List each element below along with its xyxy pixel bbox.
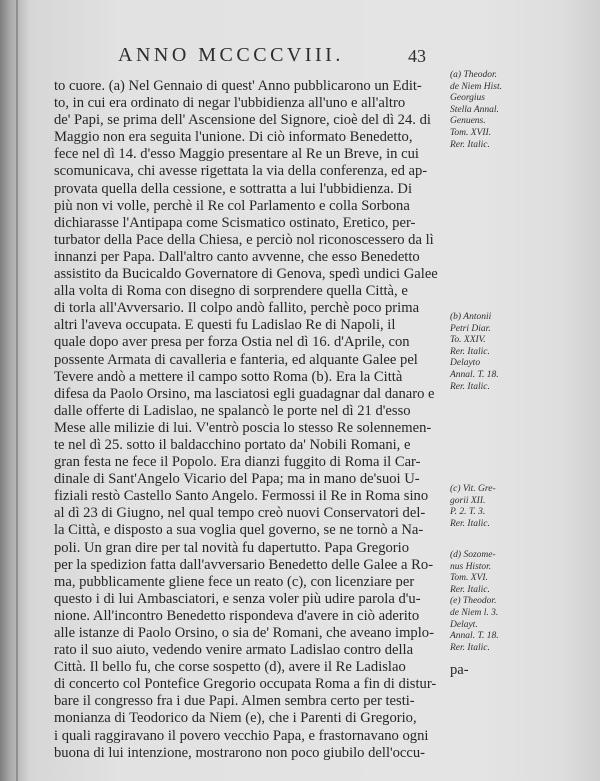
text-line: Maggio non era seguita l'unione. Di ciò informato Benedetto, bbox=[54, 129, 413, 146]
text-line: bare il congresso fra i due Papi. Almen sembra certo per testi- bbox=[54, 693, 415, 710]
catchword: pa- bbox=[450, 662, 469, 678]
text-line: di torla all'Avversario. Il colpo andò fallito, perchè poco prima bbox=[54, 300, 420, 317]
text-line: per la spedizion fatta dall'avversario Benedetto delle Galee a Ro- bbox=[54, 556, 434, 573]
margin-note-line: Georgius bbox=[450, 93, 486, 104]
text-line: te nel dì 25. sotto il baldacchino portato da' Nobili Romani, e bbox=[54, 436, 411, 453]
margin-note-line: de Niem Hist. bbox=[450, 81, 502, 92]
text-line: rato il suo aiuto, vedendo venire armato Ladislao contro della bbox=[54, 642, 414, 659]
binding-gutter bbox=[16, 0, 18, 781]
text-line: innanzi per Papa. Dall'altro canto avvenne, che esso Benedetto bbox=[54, 248, 420, 265]
margin-note-d-e bbox=[450, 550, 580, 654]
margin-note-line: Tom. XVI. bbox=[450, 573, 488, 584]
text-line: Mese alle milizie di lui. V'entrò poscia lo stesso Re solennemen- bbox=[54, 419, 432, 436]
margin-note-a bbox=[450, 70, 580, 151]
text-line: ma, pubblicamente gliene fece un reato (c), con licenziare per bbox=[54, 573, 415, 590]
text-line: poli. Un gran dire per tal novità fu dapertutto. Papa Gregorio bbox=[54, 539, 410, 556]
main-text-column bbox=[54, 78, 450, 762]
margin-note-line: Tom. XVII. bbox=[450, 127, 492, 138]
text-line: alla volta di Roma con disegno di sorprendere quella Città, e bbox=[54, 283, 408, 300]
text-line: questo i di lui Ambasciatori, e senza voler più udire parola d'u- bbox=[54, 590, 421, 607]
text-line: alle istanze di Paolo Orsino, o sia de' Romani, che aveano implo- bbox=[54, 625, 434, 641]
text-line: fece nel dì 14. d'esso Maggio presentare al Re un Breve, in cui bbox=[54, 146, 419, 163]
text-line: provata quella della cessione, e sottratta a lui l'ubbidienza. Di bbox=[54, 180, 413, 197]
text-line: gran festa ne fece il Popolo. Era dianzi fuggito di Roma il Car- bbox=[54, 454, 421, 471]
text-line: nione. All'incontro Benedetto rispondeva d'avere in ciò aderito bbox=[54, 607, 420, 624]
margin-note-line: de Niem l. 3. bbox=[450, 607, 499, 618]
margin-note-line: Rer. Italic. bbox=[450, 642, 490, 653]
text-line: to, in cui era ordinato di negar l'ubbidienza all'uno e all'altro bbox=[54, 95, 406, 112]
page-number: 43 bbox=[408, 46, 426, 66]
margin-note-line: (c) Vit. Gre- bbox=[450, 484, 496, 494]
running-header: ANNO MCCCCVIII. bbox=[118, 44, 344, 66]
text-line: al dì 23 di Giugno, nel qual tempo creò nuovi Conservatori del- bbox=[54, 505, 426, 522]
margin-note-line: Stella Annal. bbox=[450, 104, 499, 115]
margin-note-line: gorii XII. bbox=[450, 495, 486, 506]
text-line: scomunicava, chi avesse rigettata la via della conferenza, ed ap- bbox=[54, 163, 428, 180]
text-line: più non vi volle, perchè il Re col Parlamento e colla Sorbona bbox=[54, 197, 410, 214]
margin-note-line: Genuens. bbox=[450, 116, 486, 127]
text-line: dinale di Sant'Angelo Vicario del Papa; ma in mano de'suoi U- bbox=[54, 471, 420, 488]
margin-note-line: Rer. Italic. bbox=[450, 584, 490, 595]
text-line: de' Papi, se prima dell' Ascensione del Signore, cioè del dì 24. di bbox=[54, 112, 431, 129]
margin-note-line: (a) Theodor. bbox=[450, 70, 497, 80]
margin-note-line: (e) Theodor. bbox=[450, 596, 497, 607]
text-line: la Città, e disposto a sua voglia quel governo, se ne tornò a Na- bbox=[54, 522, 424, 539]
margin-note-line: Annal. T. 18. bbox=[450, 369, 499, 380]
margin-note-line: Rer. Italic. bbox=[450, 346, 490, 357]
text-line: di concerto col Pontefice Gregorio occupata Roma a fin di distur- bbox=[54, 676, 437, 693]
margin-note-line: Petri Diar. bbox=[450, 323, 491, 334]
margin-note-line: Delayto bbox=[450, 358, 481, 369]
margin-note-line: Rer. Italic. bbox=[450, 381, 490, 392]
text-line: monianza di Teodorico da Niem (e), che i Parenti di Gregorio, bbox=[54, 710, 417, 727]
margin-note-line: P. 2. T. 3. bbox=[450, 507, 486, 518]
margin-note-b bbox=[450, 312, 580, 393]
text-line: Tevere andò a mettere il campo sotto Roma (b). Era la Città bbox=[54, 368, 403, 385]
margin-note-line: Rer. Italic. bbox=[450, 139, 490, 150]
margin-note-line: Annal. T. 18. bbox=[450, 631, 499, 642]
text-line: possente Armata di cavalleria e fanteria, ed alquante Galee pel bbox=[54, 351, 418, 368]
margin-note-line: Rer. Italic. bbox=[450, 518, 490, 529]
margin-note-line: Delayt. bbox=[450, 619, 478, 630]
text-line: assistito da Bucicaldo Governatore di Genova, spedì undici Galee bbox=[54, 266, 438, 283]
margin-note-line: (b) Antonii bbox=[450, 312, 492, 322]
text-line: Città. Il bello fu, che corse sospetto (d), avere il Re Ladislao bbox=[54, 659, 406, 676]
margin-note-line: nus Histor. bbox=[450, 561, 492, 572]
margin-note-line: To. XXIV. bbox=[450, 335, 486, 346]
text-line: turbator della Pace della Chiesa, e perciò nol riconoscessero da lì bbox=[54, 231, 434, 248]
text-line: altri l'aveva occupata. E questi fu Ladislao Re di Napoli, il bbox=[54, 317, 396, 334]
text-line: fiziali restò Castello Santo Angelo. Fermossi il Re in Roma sino bbox=[54, 488, 429, 505]
text-line: dalle offerte di Ladislao, ne spalancò le porte nel dì 21 d'esso bbox=[54, 402, 411, 419]
text-line: to cuore. (a) Nel Gennaio di quest' Anno pubblicarono un Edit- bbox=[54, 78, 422, 94]
text-line: dichiarasse l'Antipapa come Scismatico ostinato, Eretico, per- bbox=[54, 214, 416, 231]
margin-note-line: (d) Sozome- bbox=[450, 550, 496, 560]
text-line: difesa da Paolo Orsino, ma lasciatosi egli guadagnar dal danaro e bbox=[54, 385, 435, 402]
text-line: i quali raggiravano il povero vecchio Papa, e frastornavano ogni bbox=[54, 727, 429, 744]
text-line: quale dopo aver presa per forza Ostia nel dì 16. d'Aprile, con bbox=[54, 334, 410, 351]
margin-note-c bbox=[450, 484, 580, 530]
text-line: buona di lui intenzione, mostrarono non poco giubilo dell'occu- bbox=[54, 744, 426, 761]
